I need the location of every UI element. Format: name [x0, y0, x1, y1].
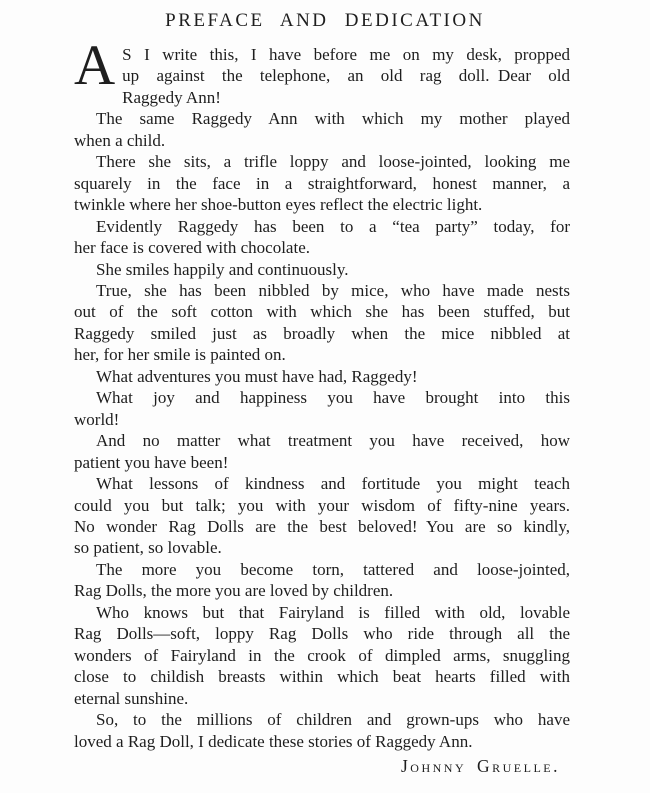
paragraph	[74, 366, 570, 387]
paragraph	[74, 559, 570, 602]
text-line: her, for her smile is painted on.	[74, 345, 286, 365]
paragraph	[74, 151, 570, 215]
text-line: And no matter what treatment you have received, how	[96, 431, 570, 451]
text-line: twinkle where her shoe-button eyes reflect the electric light.	[74, 195, 483, 215]
text-line: out of the soft cotton with which she has been stuffed, but	[74, 302, 570, 322]
preface-body-text	[74, 34, 570, 777]
text-line: What joy and happiness you have brought into this	[96, 388, 570, 408]
paragraph	[74, 216, 570, 259]
text-line: So, to the millions of children and grown-ups who have	[96, 710, 570, 730]
text-line: when a child.	[74, 130, 166, 150]
text-line: patient you have been!	[74, 452, 229, 472]
paragraph	[74, 709, 570, 752]
author-signature: Johnny Gruelle.	[400, 755, 560, 776]
text-line: world!	[74, 409, 120, 429]
paragraph	[74, 280, 570, 366]
paragraph	[74, 259, 570, 280]
text-line: her face is covered with chocolate.	[74, 238, 310, 258]
text-line: Rag Dolls, the more you are loved by children.	[74, 581, 394, 601]
text-line: Raggedy Ann!	[122, 87, 221, 107]
paragraph	[74, 108, 570, 151]
text-line: There she sits, a trifle loppy and loose-jointed, looking me	[96, 152, 570, 172]
text-line: wonders of Fairyland in the crook of dimpled arms, snuggling	[74, 645, 570, 665]
paragraph	[74, 473, 570, 559]
text-line: Evidently Raggedy has been to a “tea party” today, for	[96, 216, 570, 236]
text-line: The same Raggedy Ann with which my mother played	[96, 109, 570, 129]
text-line: What adventures you must have had, Raggedy!	[96, 366, 418, 386]
paragraph	[74, 602, 570, 709]
text-line: could you but talk; you with your wisdom of fifty-nine years.	[74, 495, 570, 515]
drop-cap-letter: A	[74, 34, 116, 97]
text-line: Rag Dolls—soft, loppy Rag Dolls who ride through all the	[74, 624, 570, 644]
text-line: squarely in the face in a straightforward, honest manner, a	[74, 173, 570, 193]
paragraph	[74, 430, 570, 473]
paragraph	[74, 387, 570, 430]
text-line: up against the telephone, an old rag doll. Dear old	[122, 66, 570, 86]
text-line: close to childish breasts within which beat hearts filled with	[74, 667, 570, 687]
text-line: so patient, so lovable.	[74, 538, 222, 558]
text-line: Raggedy smiled just as broadly when the mice nibbled at	[74, 323, 570, 343]
text-line: S I write this, I have before me on my desk, propped	[122, 45, 570, 64]
text-line: She smiles happily and continuously.	[96, 259, 349, 279]
paragraph	[74, 34, 570, 108]
page-title: PREFACE AND DEDICATION	[165, 10, 485, 31]
text-line: loved a Rag Doll, I dedicate these stories of Raggedy Ann.	[74, 731, 473, 751]
text-line: True, she has been nibbled by mice, who have made nests	[96, 280, 570, 300]
text-line: Who knows but that Fairyland is filled with old, lovable	[96, 602, 570, 622]
text-line: The more you become torn, tattered and loose-jointed,	[96, 559, 570, 579]
text-line: No wonder Rag Dolls are the best beloved! You are so kindly,	[74, 516, 570, 536]
text-line: eternal sunshine.	[74, 688, 189, 708]
text-line: What lessons of kindness and fortitude you might teach	[96, 474, 570, 494]
